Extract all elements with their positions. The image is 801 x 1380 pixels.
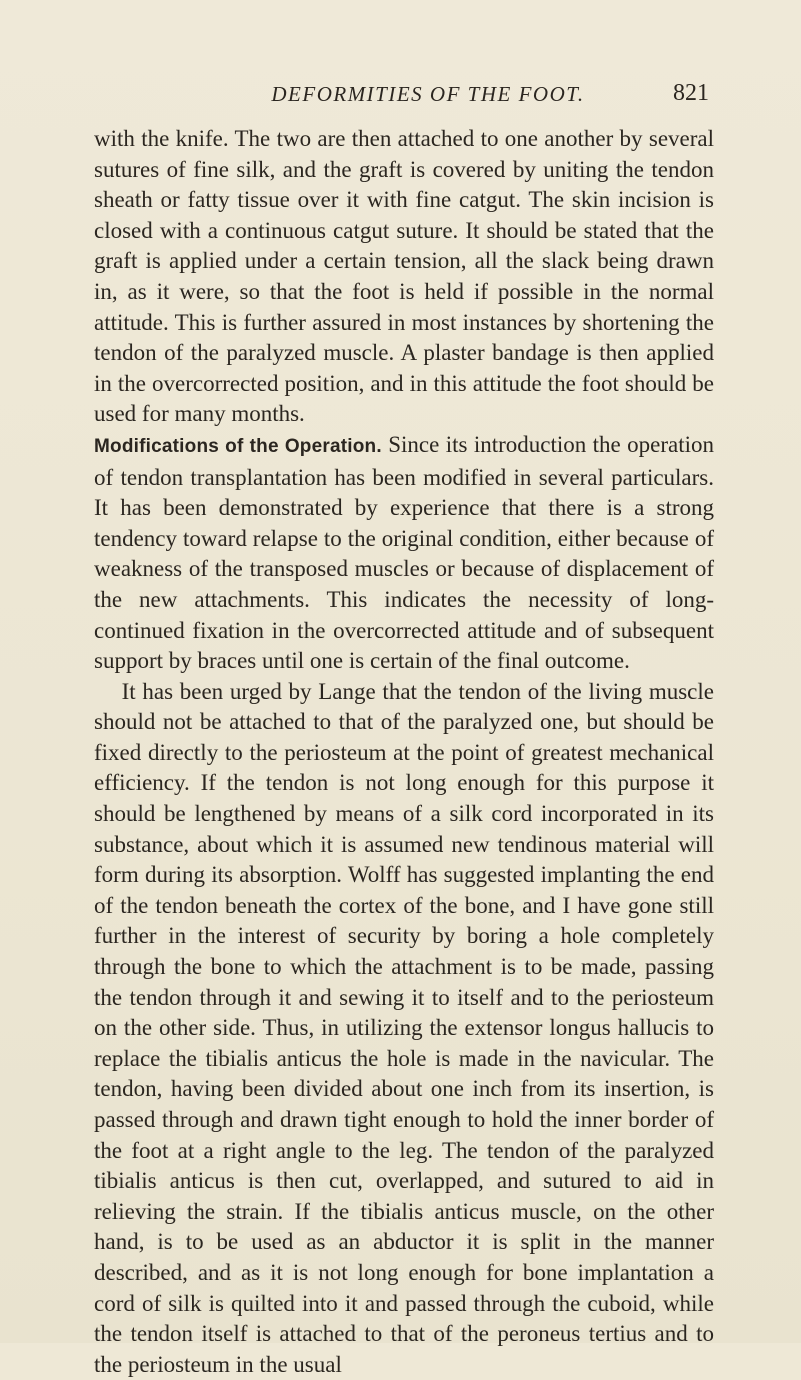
paragraph-2-text: Since its introduction the operation of tendon transplantation has been modified in several particulars. It has been demonstrated by experience that there is a strong tendency toward relapse to the original condition, either because of weakness of the transposed muscles or because of displacement of the new attachments. This indicates the necessity of long-continued fixation in the overcorrected attitude and of subsequent support by braces until one is certain of the final outcome. — [94, 431, 715, 674]
running-title: DEFORMITIES OF THE FOOT. — [271, 82, 585, 106]
body-text — [94, 124, 714, 1380]
paragraph-1: with the knife. The two are then attached to one another by several sutures of fine silk, and the graft is covered by uniting the tendon sheath or fatty tissue over it with fine catgut. The skin incision is closed with a continuous catgut suture. It should be stated that the graft is applied under a certain tension, all the slack being drawn in, as it were, so that the foot is held if possible in the normal attitude. This is further assured in most instances by shortening the tendon of the paralyzed muscle. A plaster bandage is then applied in the overcorrected position, and in this attitude the foot should be used for many months. — [94, 126, 714, 427]
paragraph-3: It has been urged by Lange that the tendon of the living muscle should not be attached to that of the paralyzed one, but should be fixed directly to the periosteum at the point of greatest mechanical efficiency. If the tendon is not long enough for this purpose it should be lengthened by means of a silk cord incorporated in its substance, about which it is assumed new tendinous material will form during its absorption. Wolff has suggested implanting the end of the tendon beneath the cortex of the bone, and I have gone still further in the interest of security by boring a hole completely through the bone to which the attachment is to be made, passing the tendon through it and sewing it to itself and to the periosteum on the other side. Thus, in utilizing the extensor longus hallucis to replace the tibialis anticus the hole is made in the navicular. The tendon, having been divided about one inch from its insertion, is passed through and drawn tight enough to hold the inner border of the foot at a right angle to the leg. The tendon of the paralyzed tibialis anticus is then cut, overlapped, and sutured to aid in relieving the strain. If the tibialis anticus muscle, on the other hand, is to be used as an abductor it is split in the manner described, and as it is not long enough for bone implantation a cord of silk is quilted into it and passed through the cuboid, while the tendon itself is attached to that of the peroneus tertius and to the periosteum in the usual — [94, 678, 714, 1377]
page-number: 821 — [673, 80, 709, 106]
running-head — [0, 82, 801, 112]
section-heading: Modifications of the Operation. — [94, 435, 382, 457]
paragraph-2 — [94, 430, 714, 677]
